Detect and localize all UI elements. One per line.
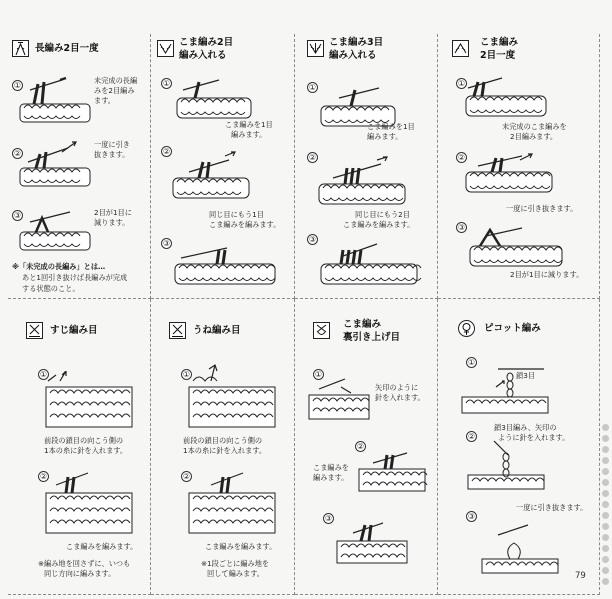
page-number: 79 <box>575 571 586 581</box>
ridge-stitch-symbol-icon <box>169 322 186 339</box>
step-text: 一度に引き抜きます。 <box>506 204 578 213</box>
step-number: ③ <box>467 512 476 521</box>
panel-title: ピコット編み <box>484 323 541 334</box>
panel-single-crochet-2-in-1 <box>151 34 295 299</box>
step-text: こま編みを <box>313 463 349 472</box>
step-number: ② <box>13 149 22 158</box>
step-number: ① <box>182 370 191 379</box>
crochet-illustration <box>171 240 281 292</box>
step-number: ② <box>356 442 365 451</box>
step-text: 減ります。 <box>94 218 130 227</box>
crochet-illustration <box>173 76 259 126</box>
back-loop-symbol-icon <box>26 322 43 339</box>
step-text: 一度に引き抜きます。 <box>516 503 588 512</box>
step-number: ① <box>467 358 476 367</box>
panel-title: うね編み目 <box>193 325 241 336</box>
binding-dots <box>601 424 611 594</box>
step-number: ③ <box>162 239 171 248</box>
step-text: 抜きます。 <box>94 150 130 159</box>
crochet-illustration <box>16 72 96 130</box>
step-number: ② <box>39 472 48 481</box>
panel-back-loop-crochet <box>8 299 151 595</box>
panel-title: 2目一度 <box>480 50 516 61</box>
step-text: 鎖3目編み、矢印の <box>494 423 557 432</box>
step-number: ② <box>467 432 476 441</box>
note-text: ※「未完成の長編み」とは… <box>12 262 106 271</box>
step-text: 同じ目にもう1目 <box>209 210 264 219</box>
step-text: 2目が1目に <box>94 208 132 217</box>
step-number: ① <box>308 83 317 92</box>
step-text: こま編みを編みます。 <box>205 542 277 551</box>
step-text: こま編みを1目 <box>367 122 415 131</box>
note-text: 回して編みます。 <box>207 569 264 578</box>
step-text: ように針を入れます。 <box>498 433 570 442</box>
step-number: ② <box>162 147 171 156</box>
step-number: ② <box>308 153 317 162</box>
crochet-illustration <box>42 471 138 537</box>
note-text: ※1段ごとに編み地を <box>201 559 270 568</box>
crochet-illustration <box>169 150 261 204</box>
step-text: こま編みを編みます。 <box>343 220 415 229</box>
panel-title: 編み入れる <box>329 50 377 61</box>
crochet-illustration <box>333 521 413 567</box>
step-text: 前段の鎖目の向こう側の <box>183 436 263 445</box>
crochet-illustration <box>16 204 96 256</box>
panel-single-crochet-3-in-1 <box>295 34 438 299</box>
note-text: する状態のこと。 <box>22 284 80 293</box>
sc-2-in-1-symbol-icon <box>157 40 174 57</box>
panel-double-crochet-2tog <box>8 34 151 299</box>
step-text: みを2目編み <box>94 86 135 95</box>
step-number: ② <box>182 472 191 481</box>
crochet-illustration <box>185 469 281 537</box>
step-number: ① <box>314 370 323 379</box>
step-number: ③ <box>308 235 317 244</box>
panel-title: すじ編み目 <box>50 325 98 336</box>
panel-title: 裏引き上げ目 <box>343 332 401 343</box>
step-number: ② <box>457 153 466 162</box>
step-text: 未完成のこま編みを <box>502 122 567 131</box>
crochet-illustration <box>315 156 415 210</box>
sc-2tog-symbol-icon <box>452 40 469 57</box>
panel-title: 編み入れる <box>179 50 227 61</box>
crochet-illustration <box>464 435 550 493</box>
note-text: あと1回引き抜けば長編みが完成 <box>22 273 128 282</box>
step-text: 編みます。 <box>313 473 349 482</box>
step-number: ③ <box>324 514 333 523</box>
step-number: ③ <box>13 211 22 220</box>
crochet-illustration <box>462 152 558 198</box>
step-number: ① <box>457 79 466 88</box>
step-text: ます。 <box>94 96 115 105</box>
panel-title: こま編み2目 <box>179 37 234 48</box>
note-text: ※編み地を回さずに、いつも <box>38 559 131 568</box>
step-number: ③ <box>457 223 466 232</box>
crochet-illustration <box>305 373 375 423</box>
step-text: こま編みを編みます。 <box>66 542 138 551</box>
double-crochet-2tog-symbol-icon <box>12 40 29 57</box>
crochet-illustration <box>317 238 425 292</box>
step-text: 一度に引き <box>94 140 130 149</box>
panel-picot <box>438 299 600 595</box>
step-text: 1本の糸に針を入れます。 <box>183 446 267 455</box>
step-text: 針を入れます。 <box>375 393 425 402</box>
step-text: こま編みを1目 <box>225 120 273 129</box>
panel-back-post-single-crochet <box>295 299 438 595</box>
crochet-illustration <box>462 76 552 124</box>
step-number: ① <box>39 370 48 379</box>
crochet-illustration <box>478 521 564 577</box>
picot-symbol-icon <box>458 320 475 337</box>
crochet-illustration <box>355 451 431 495</box>
panel-ridge-stitch <box>151 299 295 595</box>
step-text: 2目が1目に減ります。 <box>510 270 584 279</box>
step-text: 1本の糸に針を入れます。 <box>44 446 128 455</box>
sc-3-in-1-symbol-icon <box>307 40 324 57</box>
back-post-sc-symbol-icon <box>313 322 330 339</box>
panel-title: こま編み <box>480 37 519 48</box>
step-text: 同じ目にもう2目 <box>355 210 410 219</box>
step-text: 編みます。 <box>231 130 267 139</box>
crochet-illustration <box>466 224 568 274</box>
crochet-illustration <box>185 363 281 431</box>
panel-title: こま編み3目 <box>329 37 384 48</box>
panel-single-crochet-2tog <box>438 34 600 299</box>
step-text: 未完成の長編 <box>94 76 138 85</box>
step-number: ① <box>162 79 171 88</box>
step-text: 矢印のように <box>375 383 419 392</box>
crochet-illustration <box>458 363 554 417</box>
step-text: 2目編みます。 <box>510 132 558 141</box>
note-text: 同じ方向に編みます。 <box>44 569 116 578</box>
panel-title: こま編み <box>343 319 382 330</box>
step-text: こま編みを編みます。 <box>209 220 281 229</box>
panel-title: 長編み2目一度 <box>35 43 99 54</box>
step-number: ① <box>13 81 22 90</box>
crochet-illustration <box>42 371 138 431</box>
crochet-illustration <box>16 138 96 194</box>
step-text: 鎖3目 <box>516 371 535 380</box>
step-text: 前段の鎖目の向こう側の <box>44 436 124 445</box>
step-text: 編みます。 <box>367 132 403 141</box>
